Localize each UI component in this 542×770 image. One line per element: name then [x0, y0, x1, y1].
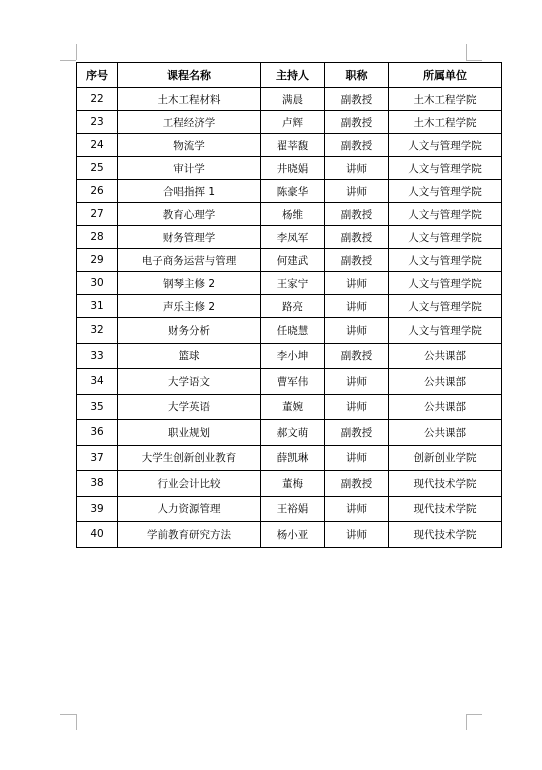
- cell-host: 董梅: [261, 471, 325, 497]
- header-title: 职称: [325, 63, 389, 88]
- cell-course-name: 审计学: [118, 157, 261, 180]
- table-row: [77, 88, 502, 111]
- cell-title: 讲师: [325, 369, 389, 395]
- cell-title: 副教授: [325, 226, 389, 249]
- cell-title: 副教授: [325, 343, 389, 369]
- cell-course-name: 大学生创新创业教育: [118, 445, 261, 471]
- crop-mark-top-right-vertical: [466, 44, 467, 60]
- table-row: [77, 343, 502, 369]
- cell-index: 35: [77, 394, 118, 420]
- cell-host: 郝文萌: [261, 420, 325, 446]
- cell-index: 37: [77, 445, 118, 471]
- cell-title: 讲师: [325, 522, 389, 548]
- table-row: [77, 272, 502, 295]
- cell-unit: 人文与管理学院: [389, 226, 502, 249]
- cell-course-name: 声乐主修 2: [118, 295, 261, 318]
- cell-index: 23: [77, 111, 118, 134]
- cell-host: 杨维: [261, 203, 325, 226]
- table-row: [77, 369, 502, 395]
- cell-course-name: 物流学: [118, 134, 261, 157]
- cell-title: 副教授: [325, 111, 389, 134]
- table-header-row: [77, 63, 502, 88]
- cell-title: 讲师: [325, 157, 389, 180]
- cell-unit: 人文与管理学院: [389, 272, 502, 295]
- cell-unit: 公共课部: [389, 394, 502, 420]
- cell-index: 39: [77, 496, 118, 522]
- cell-host: 董婉: [261, 394, 325, 420]
- cell-unit: 人文与管理学院: [389, 157, 502, 180]
- cell-host: 杨小亚: [261, 522, 325, 548]
- cell-index: 29: [77, 249, 118, 272]
- table-row: [77, 522, 502, 548]
- crop-mark-top-left-horizontal: [60, 60, 76, 61]
- cell-title: 副教授: [325, 88, 389, 111]
- cell-host: 王裕娟: [261, 496, 325, 522]
- cell-title: 讲师: [325, 445, 389, 471]
- cell-course-name: 合唱指挥 1: [118, 180, 261, 203]
- table-row: [77, 111, 502, 134]
- cell-title: 讲师: [325, 272, 389, 295]
- cell-unit: 现代技术学院: [389, 522, 502, 548]
- cell-title: 副教授: [325, 471, 389, 497]
- cell-host: 何建武: [261, 249, 325, 272]
- cell-unit: 公共课部: [389, 369, 502, 395]
- cell-unit: 人文与管理学院: [389, 203, 502, 226]
- cell-unit: 人文与管理学院: [389, 318, 502, 344]
- cell-index: 30: [77, 272, 118, 295]
- cell-unit: 土木工程学院: [389, 88, 502, 111]
- cell-course-name: 篮球: [118, 343, 261, 369]
- cell-index: 32: [77, 318, 118, 344]
- cell-title: 副教授: [325, 249, 389, 272]
- cell-unit: 土木工程学院: [389, 111, 502, 134]
- cell-index: 27: [77, 203, 118, 226]
- cell-course-name: 电子商务运营与管理: [118, 249, 261, 272]
- cell-course-name: 大学语文: [118, 369, 261, 395]
- cell-index: 34: [77, 369, 118, 395]
- cell-host: 卢辉: [261, 111, 325, 134]
- cell-course-name: 人力资源管理: [118, 496, 261, 522]
- cell-unit: 人文与管理学院: [389, 134, 502, 157]
- cell-index: 33: [77, 343, 118, 369]
- cell-title: 讲师: [325, 180, 389, 203]
- table-row: [77, 318, 502, 344]
- header-unit: 所属单位: [389, 63, 502, 88]
- table-row: [77, 445, 502, 471]
- cell-course-name: 职业规划: [118, 420, 261, 446]
- table-row: [77, 420, 502, 446]
- cell-title: 讲师: [325, 394, 389, 420]
- cell-index: 38: [77, 471, 118, 497]
- cell-course-name: 钢琴主修 2: [118, 272, 261, 295]
- cell-host: 王家宁: [261, 272, 325, 295]
- cell-index: 25: [77, 157, 118, 180]
- table-row: [77, 180, 502, 203]
- table-row: [77, 157, 502, 180]
- cell-course-name: 财务管理学: [118, 226, 261, 249]
- table-body: [77, 88, 502, 548]
- cell-host: 李凤军: [261, 226, 325, 249]
- cell-host: 满晨: [261, 88, 325, 111]
- header-host: 主持人: [261, 63, 325, 88]
- cell-unit: 创新创业学院: [389, 445, 502, 471]
- cell-course-name: 教育心理学: [118, 203, 261, 226]
- cell-unit: 公共课部: [389, 420, 502, 446]
- table-row: [77, 134, 502, 157]
- cell-course-name: 土木工程材料: [118, 88, 261, 111]
- cell-unit: 现代技术学院: [389, 496, 502, 522]
- crop-mark-top-left-vertical: [76, 44, 77, 60]
- cell-index: 36: [77, 420, 118, 446]
- cell-unit: 公共课部: [389, 343, 502, 369]
- cell-index: 24: [77, 134, 118, 157]
- table-row: [77, 226, 502, 249]
- cell-index: 26: [77, 180, 118, 203]
- cell-host: 薛凯琳: [261, 445, 325, 471]
- table-row: [77, 203, 502, 226]
- cell-course-name: 大学英语: [118, 394, 261, 420]
- crop-mark-bottom-right-horizontal: [466, 714, 482, 715]
- header-course-name: 课程名称: [118, 63, 261, 88]
- cell-host: 井晓娟: [261, 157, 325, 180]
- cell-index: 40: [77, 522, 118, 548]
- cell-title: 副教授: [325, 134, 389, 157]
- cell-course-name: 学前教育研究方法: [118, 522, 261, 548]
- cell-unit: 人文与管理学院: [389, 180, 502, 203]
- crop-mark-bottom-left-horizontal: [60, 714, 76, 715]
- table-row: [77, 471, 502, 497]
- cell-index: 31: [77, 295, 118, 318]
- table-row: [77, 394, 502, 420]
- crop-mark-bottom-left-vertical: [76, 714, 77, 730]
- cell-index: 22: [77, 88, 118, 111]
- cell-course-name: 财务分析: [118, 318, 261, 344]
- table-row: [77, 295, 502, 318]
- cell-host: 路亮: [261, 295, 325, 318]
- cell-host: 曹军伟: [261, 369, 325, 395]
- cell-title: 副教授: [325, 420, 389, 446]
- cell-unit: 现代技术学院: [389, 471, 502, 497]
- cell-host: 翟莘馥: [261, 134, 325, 157]
- cell-title: 讲师: [325, 318, 389, 344]
- crop-mark-top-right-horizontal: [466, 60, 482, 61]
- cell-index: 28: [77, 226, 118, 249]
- course-table: [76, 62, 502, 548]
- cell-host: 任晓慧: [261, 318, 325, 344]
- cell-unit: 人文与管理学院: [389, 249, 502, 272]
- table-row: [77, 249, 502, 272]
- cell-title: 讲师: [325, 295, 389, 318]
- cell-title: 讲师: [325, 496, 389, 522]
- header-index: 序号: [77, 63, 118, 88]
- crop-mark-bottom-right-vertical: [466, 714, 467, 730]
- cell-host: 陈豪华: [261, 180, 325, 203]
- cell-title: 副教授: [325, 203, 389, 226]
- cell-course-name: 行业会计比较: [118, 471, 261, 497]
- cell-course-name: 工程经济学: [118, 111, 261, 134]
- cell-host: 李小坤: [261, 343, 325, 369]
- cell-unit: 人文与管理学院: [389, 295, 502, 318]
- table-row: [77, 496, 502, 522]
